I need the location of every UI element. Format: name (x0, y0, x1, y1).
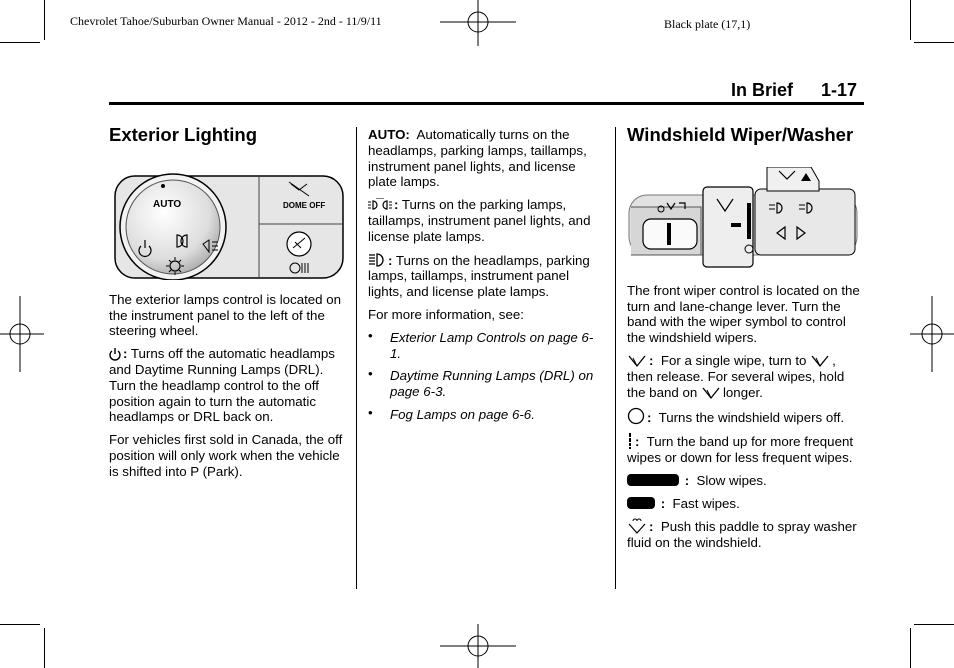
canada-paragraph: For vehicles first sold in Canada, the off position will only work when the vehicle is shifted into P (Park). (109, 432, 343, 479)
reference-list (368, 330, 604, 423)
mist-wiper-icon (627, 354, 647, 368)
page-number: 1-17 (821, 80, 858, 100)
auto-marking: AUTO (153, 198, 182, 210)
wiper-off-icon (627, 407, 645, 425)
washer-paragraph: : Push this paddle to spray washer fluid on the windshield. (627, 519, 857, 551)
auto-paragraph: AUTO: Automatically turns on the headlamps, parking lamps, taillamps, instrument panel lights, and license plate lamps. (368, 127, 587, 190)
reference-link[interactable]: • Fog Lamps on page 6-6. (390, 407, 604, 423)
left-column (109, 124, 347, 487)
fast-paragraph: : Fast wipes. (627, 496, 865, 512)
mist-wiper-icon (701, 386, 721, 400)
fast-wipe-icon (627, 497, 655, 509)
off-paragraph: : Turns off the automatic headlamps and Daytime Running Lamps (DRL). Turn the headlamp control to the off position again to turn the automatic headlamps or DRL back on. (109, 346, 335, 425)
crop-mark (0, 624, 40, 625)
column-divider (615, 127, 616, 589)
print-header-right: Black plate (17,1) (664, 17, 751, 31)
slow-wipe-icon (627, 474, 679, 486)
washer-fluid-icon (627, 518, 647, 534)
single-wipe-paragraph: : For a single wipe, turn to , then release. For several wipes, hold the band on longer. (627, 352, 845, 400)
section-title: Exterior Lighting (109, 124, 257, 145)
reference-link[interactable]: • Exterior Lamp Controls on page 6-1. (390, 330, 604, 362)
crop-mark (914, 624, 954, 625)
right-column (627, 124, 865, 558)
intro-paragraph: The exterior lamps control is located on the instrument panel to the left of the steering wheel. (109, 291, 342, 339)
parking-paragraph: : Turns on the parking lamps, taillamps, instrument panel lights, and license plate lamps. (368, 197, 591, 244)
header-rule (109, 102, 864, 105)
wiper-lever-illustration (627, 167, 863, 275)
wiper-off-paragraph: : Turns the windshield wipers off. (627, 407, 865, 426)
section-title: Windshield Wiper/Washer (627, 124, 854, 145)
crop-mark (44, 0, 45, 40)
crop-mark (0, 42, 40, 43)
print-header-left: Chevrolet Tahoe/Suburban Owner Manual - 2012 - 2nd - 11/9/11 (70, 14, 382, 28)
middle-column (368, 127, 604, 430)
headlamp-paragraph: : Turns on the headlamps, parking lamps, taillamps, instrument panel lights, and license plate lamps. (368, 252, 590, 300)
crop-mark (914, 42, 954, 43)
delay-paragraph: : Turn the band up for more frequent wipes or down for less frequent wipes. (627, 434, 854, 465)
delay-icon (627, 433, 633, 449)
more-info: For more information, see: (368, 306, 524, 322)
headlamp-switch-illustration (111, 162, 347, 280)
running-head (731, 80, 857, 101)
wiper-intro: The front wiper control is located on the turn and lane-change lever. Turn the band with the wiper symbol to control the windshield wipers. (627, 282, 860, 346)
dome-off-label: DOME OFF (283, 200, 326, 210)
crop-mark (910, 0, 911, 40)
registration-target-left (0, 296, 44, 372)
section-name: In Brief (731, 80, 794, 100)
slow-paragraph: : Slow wipes. (627, 473, 865, 489)
registration-target-right (910, 296, 954, 372)
crop-mark (910, 628, 911, 668)
power-off-icon (109, 347, 121, 361)
reference-link[interactable]: • Daytime Running Lamps (DRL) on page 6-3. (390, 368, 604, 400)
registration-target-bottom (440, 624, 516, 668)
crop-mark (44, 628, 45, 668)
mist-wiper-icon (810, 354, 830, 368)
parking-lamp-icon (368, 198, 392, 212)
registration-target-top (440, 0, 516, 46)
headlamp-icon (368, 252, 386, 268)
column-divider (356, 127, 357, 589)
